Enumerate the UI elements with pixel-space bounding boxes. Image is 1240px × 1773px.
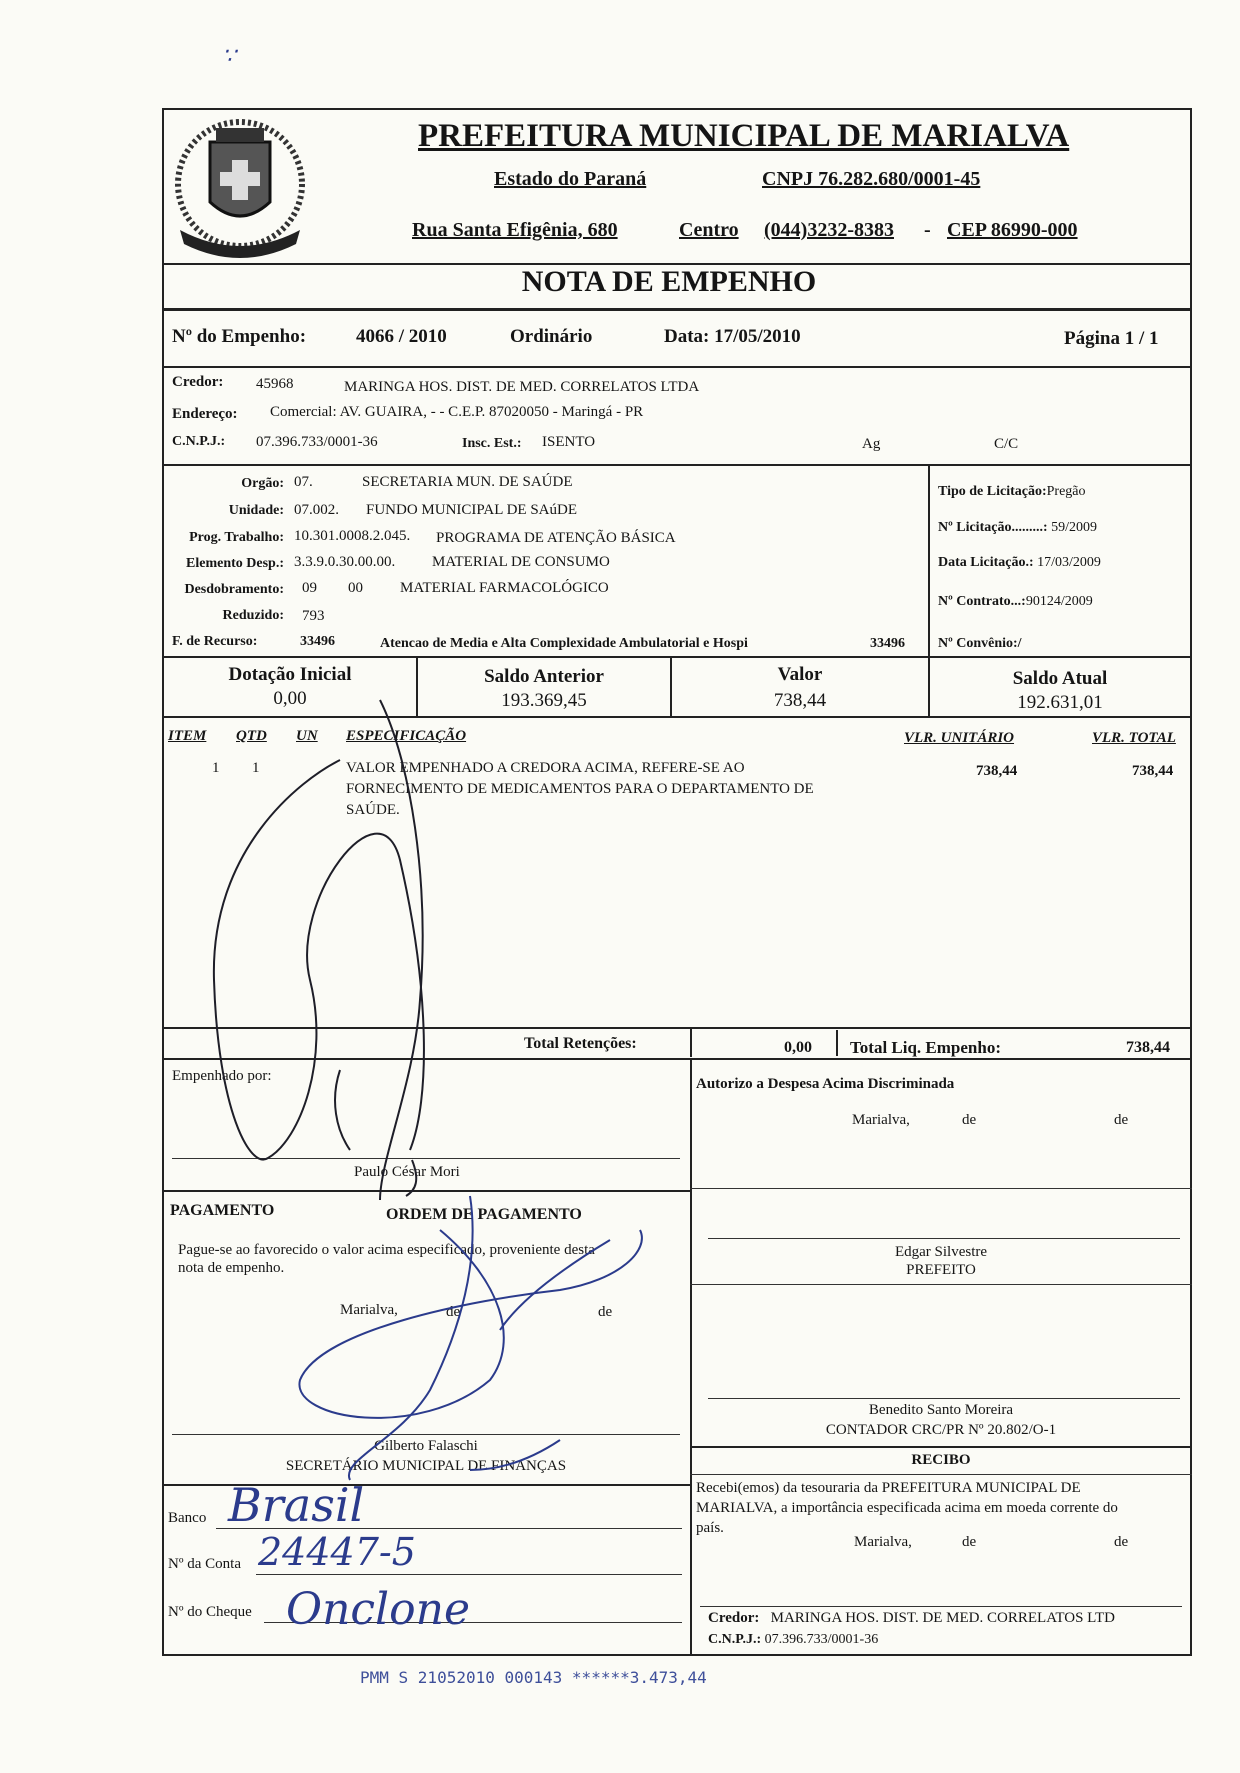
empenho-number-label: Nº do Empenho:	[172, 326, 307, 347]
reduzido-value: 793	[302, 608, 325, 624]
district-label: Centro	[679, 219, 739, 241]
recibo-credor-label: Credor:	[708, 1610, 760, 1626]
recibo-line2: MARIALVA, a importância especificada acima em moeda corrente do	[696, 1500, 1118, 1516]
credor-name: MARINGA HOS. DIST. DE MED. CORRELATOS LTDA	[344, 379, 700, 395]
total-retencoes-value: 0,00	[784, 1039, 812, 1056]
col-vlr-unitario-header: VLR. UNITÁRIO	[904, 730, 1015, 746]
signature-line	[708, 1238, 1180, 1239]
de-left-1: de	[446, 1304, 461, 1320]
state-label: Estado do Paraná	[494, 168, 647, 190]
separator-dash: -	[924, 219, 931, 241]
empenho-date: Data: 17/05/2010	[664, 326, 801, 347]
total-retencoes-label: Total Retenções:	[524, 1035, 637, 1052]
cep-label: CEP 86990-000	[947, 219, 1078, 241]
contrato-label: Nº Contrato...:	[938, 594, 1026, 609]
de-right2-2: de	[1114, 1534, 1129, 1550]
ordem-pagamento-label: ORDEM DE PAGAMENTO	[386, 1206, 582, 1223]
address-value: Comercial: AV. GUAIRA, - - C.E.P. 87020050 - Maringá - PR	[270, 404, 644, 420]
recibo-credor-name: MARINGA HOS. DIST. DE MED. CORRELATOS LTD	[770, 1610, 1115, 1626]
signer-gilberto: Gilberto Falaschi	[374, 1438, 478, 1454]
item-number: 1	[212, 760, 220, 776]
tipo-licitacao-value: Pregão	[1046, 484, 1086, 499]
numero-licitacao	[938, 520, 1097, 536]
cnpj-label: CNPJ 76.282.680/0001-45	[762, 168, 981, 190]
credor-code: 45968	[256, 376, 294, 392]
pague-se-line1: Pague-se ao favorecido o valor acima especificado, proveniente desta	[178, 1242, 595, 1258]
fonte-recurso-code2: 33496	[870, 636, 905, 651]
recibo-line1: Recebi(emos) da tesouraria da PREFEITURA MUNICIPAL DE	[696, 1480, 1081, 1496]
recibo-cnpj-value: 07.396.733/0001-36	[764, 1632, 879, 1647]
phone-label: (044)3232-8383	[764, 219, 894, 241]
col-especificacao-header: ESPECIFICAÇÃO	[346, 728, 467, 744]
rule	[690, 1027, 692, 1057]
total-liq-value: 738,44	[1126, 1039, 1170, 1056]
marialva-date-right2: Marialva,	[854, 1534, 912, 1550]
street-label: Rua Santa Efigênia, 680	[412, 219, 618, 241]
fonte-recurso-code: 33496	[300, 634, 335, 649]
valor-label: Valor	[777, 664, 823, 685]
cnpj-credor-label: C.N.P.J.:	[172, 434, 226, 449]
conta-handwritten: 24447-5	[258, 1530, 416, 1574]
data-licitacao	[938, 555, 1101, 571]
desdobramento-a: 09	[302, 580, 317, 596]
rule	[690, 1058, 692, 1656]
elemento-name: MATERIAL DE CONSUMO	[432, 554, 610, 570]
valor-value: 738,44	[773, 690, 827, 711]
numero-licitacao-label: Nº Licitação.........:	[938, 520, 1048, 535]
recibo-line3: país.	[696, 1520, 724, 1536]
cheque-label: Nº do Cheque	[168, 1604, 252, 1620]
rule	[162, 656, 1192, 658]
pagamento-label: PAGAMENTO	[170, 1202, 275, 1219]
saldo-atual-label: Saldo Atual	[1012, 668, 1108, 689]
autorizo-label: Autorizo a Despesa Acima Discriminada	[696, 1076, 955, 1092]
unidade-label: Unidade:	[228, 503, 284, 518]
prog-code: 10.301.0008.2.045.	[294, 528, 411, 544]
signer-secretario: SECRETÁRIO MUNICIPAL DE FINANÇAS	[285, 1458, 567, 1474]
de-right2-1: de	[962, 1534, 977, 1550]
unidade-code: 07.002.	[294, 502, 339, 518]
document-title: NOTA DE EMPENHO	[521, 265, 817, 298]
convenio-label: Nº Convênio:/	[938, 636, 1022, 651]
rule	[836, 1030, 838, 1056]
rule	[162, 464, 1192, 466]
signer-prefeito: PREFEITO	[906, 1262, 976, 1278]
saldo-atual-value: 192.631,01	[1017, 692, 1103, 713]
de-left-2: de	[598, 1304, 613, 1320]
cnpj-credor-value: 07.396.733/0001-36	[256, 434, 378, 450]
rule	[690, 1474, 1192, 1475]
credor-label: Credor:	[172, 374, 224, 390]
rule	[162, 1190, 690, 1192]
signer-contador: CONTADOR CRC/PR Nº 20.802/O-1	[825, 1422, 1057, 1438]
saldo-anterior-value: 193.369,45	[501, 690, 587, 711]
col-item-header: ITEM	[168, 728, 207, 744]
page-title: PREFEITURA MUNICIPAL DE MARIALVA	[418, 118, 1070, 154]
banco-label: Banco	[168, 1510, 207, 1526]
tipo-licitacao	[938, 484, 1086, 500]
marialva-date-right1: Marialva,	[852, 1112, 910, 1128]
insc-value: ISENTO	[542, 434, 596, 450]
pague-se-line2: nota de empenho.	[178, 1260, 285, 1276]
recibo-title: RECIBO	[911, 1452, 971, 1468]
conta-label: Nº da Conta	[168, 1556, 241, 1572]
elemento-code: 3.3.9.0.30.00.00.	[294, 554, 396, 570]
banco-handwritten: Brasil	[228, 1478, 365, 1532]
col-un-header: UN	[296, 728, 318, 744]
rule	[690, 1188, 1192, 1189]
de-right1-1: de	[962, 1112, 977, 1128]
top-handwritten-mark: ∵	[222, 44, 236, 69]
reduzido-label: Reduzido:	[222, 608, 284, 623]
desdobramento-label: Desdobramento:	[184, 582, 284, 597]
recibo-cnpj	[708, 1632, 878, 1648]
col-vlr-total-header: VLR. TOTAL	[1092, 730, 1176, 746]
data-licitacao-value: 17/03/2009	[1037, 555, 1101, 570]
rule	[162, 716, 1192, 718]
col-qtd-header: QTD	[236, 728, 267, 744]
contrato-value: 90124/2009	[1025, 594, 1093, 609]
numero-licitacao-value: 59/2009	[1051, 520, 1097, 535]
payment-stamp: PMM S 21052010 000143 ******3.473,44	[360, 1668, 707, 1687]
address-label: Endereço:	[172, 406, 238, 422]
conta-line	[256, 1574, 682, 1575]
rule	[162, 308, 1192, 311]
signature-line	[708, 1398, 1180, 1399]
item-total-value: 738,44	[1132, 763, 1174, 779]
cheque-handwritten: Onclone	[286, 1584, 470, 1635]
elemento-label: Elemento Desp.:	[186, 556, 284, 571]
empenhado-por-label: Empenhado por:	[172, 1068, 272, 1084]
dotacao-inicial-label: Dotação Inicial	[228, 664, 352, 685]
rule	[690, 1446, 1192, 1448]
rule	[690, 1284, 1192, 1285]
recibo-cnpj-label: C.N.P.J.:	[708, 1632, 762, 1647]
page-indicator: Página 1 / 1	[1064, 328, 1159, 349]
signature-line	[172, 1434, 680, 1435]
item-description-line3: SAÚDE.	[346, 802, 400, 818]
rule	[162, 366, 1192, 368]
rule	[162, 1058, 1192, 1060]
data-licitacao-label: Data Licitação.:	[938, 555, 1034, 570]
item-description-line2: FORNECIMENTO DE MEDICAMENTOS PARA O DEPARTAMENTO DE	[346, 781, 814, 797]
saldo-anterior-label: Saldo Anterior	[484, 666, 604, 687]
orgao-code: 07.	[294, 474, 313, 490]
signature-line	[172, 1158, 680, 1159]
prog-name: PROGRAMA DE ATENÇÃO BÁSICA	[436, 530, 676, 546]
coat-of-arms-logo	[166, 112, 314, 260]
item-qtd: 1	[252, 760, 260, 776]
account-label: C/C	[994, 436, 1019, 452]
tipo-licitacao-label: Tipo de Licitação:	[938, 484, 1047, 499]
signature-line	[700, 1606, 1182, 1607]
empenho-number: 4066 / 2010	[356, 326, 447, 347]
orgao-name: SECRETARIA MUN. DE SAÚDE	[362, 474, 573, 490]
item-unit-value: 738,44	[976, 763, 1018, 779]
fonte-recurso-name: Atencao de Media e Alta Complexidade Ambulatorial e Hospi	[380, 636, 748, 651]
rule	[162, 1027, 1192, 1029]
desdobramento-name: MATERIAL FARMACOLÓGICO	[400, 580, 609, 596]
prog-label: Prog. Trabalho:	[189, 530, 284, 545]
signer-paulo: Paulo César Mori	[354, 1164, 460, 1180]
contrato	[938, 594, 1093, 610]
empenho-type: Ordinário	[510, 326, 593, 347]
signer-benedito: Benedito Santo Moreira	[868, 1402, 1014, 1418]
agency-label: Ag	[862, 436, 881, 452]
insc-label: Insc. Est.:	[462, 436, 522, 451]
fonte-recurso-label: F. de Recurso:	[172, 634, 258, 649]
item-description-line1: VALOR EMPENHADO A CREDORA ACIMA, REFERE-SE AO	[346, 760, 745, 776]
signer-edgar: Edgar Silvestre	[894, 1244, 988, 1260]
marialva-date-left: Marialva,	[340, 1302, 398, 1318]
desdobramento-b: 00	[348, 580, 363, 596]
total-liq-label: Total Liq. Empenho:	[850, 1038, 1001, 1057]
de-right1-2: de	[1114, 1112, 1129, 1128]
recibo-credor	[708, 1610, 1115, 1627]
unidade-name: FUNDO MUNICIPAL DE SAúDE	[366, 502, 577, 518]
orgao-label: Orgão:	[241, 476, 284, 491]
dotacao-inicial-value: 0,00	[273, 688, 307, 709]
